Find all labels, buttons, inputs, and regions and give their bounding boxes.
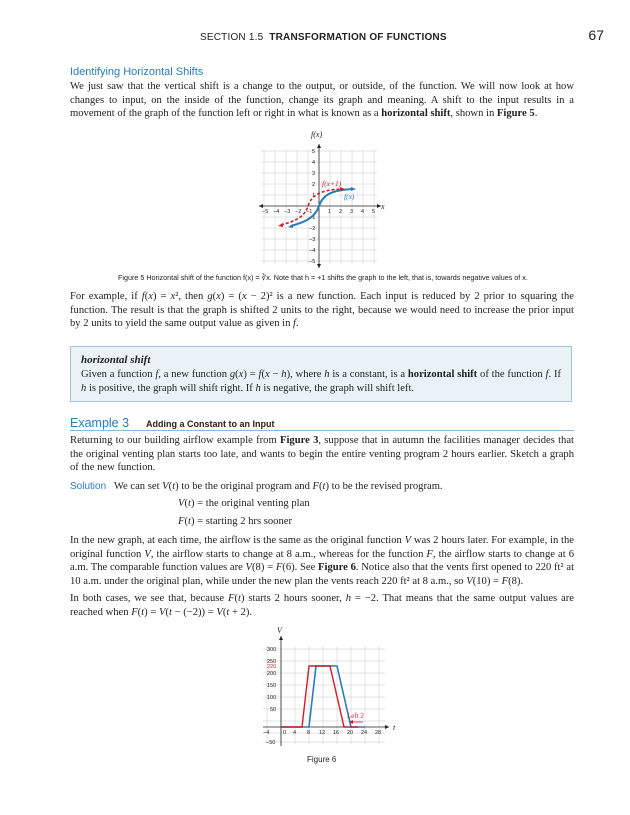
- figure6-y-tick: −50: [266, 740, 276, 746]
- figure6-y-tick: 250: [267, 659, 277, 665]
- figure5-x-tick: −2: [295, 209, 302, 215]
- definition-f: F(t) = starting 2 hrs sooner: [178, 516, 292, 527]
- figure6-x-tick: 20: [347, 730, 354, 736]
- figure5-x-tick: 5: [372, 209, 376, 215]
- definition-v: V(t) = the original venting plan: [178, 498, 310, 509]
- figure5-x-tick: 1: [328, 209, 332, 215]
- figure6-annotation: Left 2: [347, 712, 364, 720]
- figure5-y-tick: −4: [309, 248, 316, 254]
- figure6-x-tick: 8: [307, 730, 311, 736]
- figure6-y-tick: 300: [267, 647, 277, 653]
- figure5-y-tick: −2: [309, 226, 316, 232]
- figure6-y-tick: 150: [267, 683, 277, 689]
- example-title: Adding a Constant to an Input: [146, 419, 275, 429]
- conclusion-paragraph: In both cases, we see that, because F(t) starts 2 hours sooner, h = −2. That means that the same output values are reached when F(t) = V(t − (−2)) = V(t + 2).: [70, 593, 574, 618]
- figure5-y-tick: −1: [309, 215, 316, 221]
- figure6-x-tick: 16: [333, 730, 340, 736]
- figure5-curve-label-shifted: f(x+1): [322, 179, 342, 188]
- callout-title: horizontal shift: [81, 354, 151, 366]
- figure6-x-tick: 4: [293, 730, 297, 736]
- example-label: Example 3: [70, 416, 130, 430]
- figure5-x-tick: −3: [284, 209, 291, 215]
- figure5-x-tick: 4: [361, 209, 365, 215]
- callout-text: Given a function f, a new function g(x) = f(x − h), where h is a constant, is a horizontal shift of the function f. If h is positive, the graph will shift right. If h is negative, the graph will shift left.: [81, 369, 561, 394]
- figure6-x-tick: 12: [319, 730, 326, 736]
- figure5-caption: Figure 5 Horizontal shift of the function f(x) = ∛x. Note that h = +1 shifts the graph to the left, that is, towards negative values of x.: [118, 273, 528, 282]
- figure5-y-tick: 4: [312, 160, 316, 166]
- example-problem: Returning to our building airflow example from Figure 3, suppose that in autumn the facilities manager decides that the original venting plan starts too late, and wants to begin the entire venting program 2 hours earlier. Sketch a graph of the new function.: [70, 435, 574, 473]
- graph-paragraph: In the new graph, at each time, the airflow is the same as the original function V was 2 hours later. For example, in the original function V, the airflow starts to change at 8 a.m., whereas for the function F, the airflow starts to change at 6 a.m. The comparable function values are V(8) = F(6). See Figure 6. Notice also that the vents first opened to 220 ft² at 10 a.m. under the original plan, while under the new plan the vents reach 220 ft² at 8 a.m., so V(10) = F(8).: [70, 535, 575, 587]
- figure6-y-tick: 220: [267, 664, 277, 670]
- figure5-x-axis-label: x: [381, 202, 385, 211]
- figure6-y-tick: 50: [270, 707, 277, 713]
- figure5-y-tick: 3: [312, 171, 316, 177]
- solution-line: Solution We can set V(t) to be the original program and F(t) to be the revised program.: [70, 481, 443, 492]
- figure5-curve-label: f(x): [344, 192, 355, 201]
- running-header: [200, 32, 447, 43]
- figure5-x-tick: 2: [339, 209, 343, 215]
- figure6-y-axis-label: V: [277, 626, 282, 635]
- solution-label: Solution: [70, 481, 107, 492]
- figure5-y-tick: 1: [312, 193, 316, 199]
- section-title: TRANSFORMATION OF FUNCTIONS: [269, 32, 447, 43]
- page-header: [0, 26, 630, 46]
- figure5-x-tick: −4: [273, 209, 280, 215]
- figure6-graph: [255, 624, 405, 750]
- figure6-x-axis-label: t: [393, 723, 396, 732]
- example-paragraph: For example, if f(x) = x², then g(x) = (x − 2)² is a new function. Each input is reduced by 2 prior to squaring the function. The result is that the graph is shifted 2 units to the right, because we would need to increase the prior input by 2 units to yield the same output value as given in f.: [70, 291, 574, 329]
- figure6-caption: Figure 6: [307, 755, 337, 764]
- figure5-y-tick: 2: [312, 182, 316, 188]
- figure5-y-axis-label: f(x): [311, 130, 323, 139]
- figure6-y-tick: 100: [267, 695, 277, 701]
- intro-paragraph: We just saw that the vertical shift is a change to the output, or outside, of the function. We will now look at how changes to input, on the inside of the function, change its graph and meaning. A shift to the input results in a movement of the graph of the function left or right in what is known as a horizontal shift, shown in Figure 5.: [70, 81, 574, 119]
- figure6-x-tick: 28: [375, 730, 382, 736]
- figure5-y-tick: −5: [309, 259, 316, 265]
- figure5-x-tick: 3: [350, 209, 354, 215]
- figure5-y-tick: −3: [309, 237, 316, 243]
- figure6-x-tick: −4: [263, 730, 270, 736]
- section-number: SECTION 1.5: [200, 32, 264, 43]
- figure6-x-tick: 24: [361, 730, 368, 736]
- figure6-x-tick: 0: [283, 730, 287, 736]
- figure5-y-tick: 5: [312, 149, 316, 155]
- section-heading: Identifying Horizontal Shifts: [70, 66, 204, 78]
- figure6-y-tick: 200: [267, 671, 277, 677]
- figure5-graph: [255, 128, 385, 270]
- page-number: 67: [588, 27, 604, 43]
- definition-callout: [70, 346, 572, 402]
- example-divider: [70, 430, 574, 431]
- figure5-x-tick: −5: [262, 209, 269, 215]
- figure5-x-tick: −1: [306, 209, 313, 215]
